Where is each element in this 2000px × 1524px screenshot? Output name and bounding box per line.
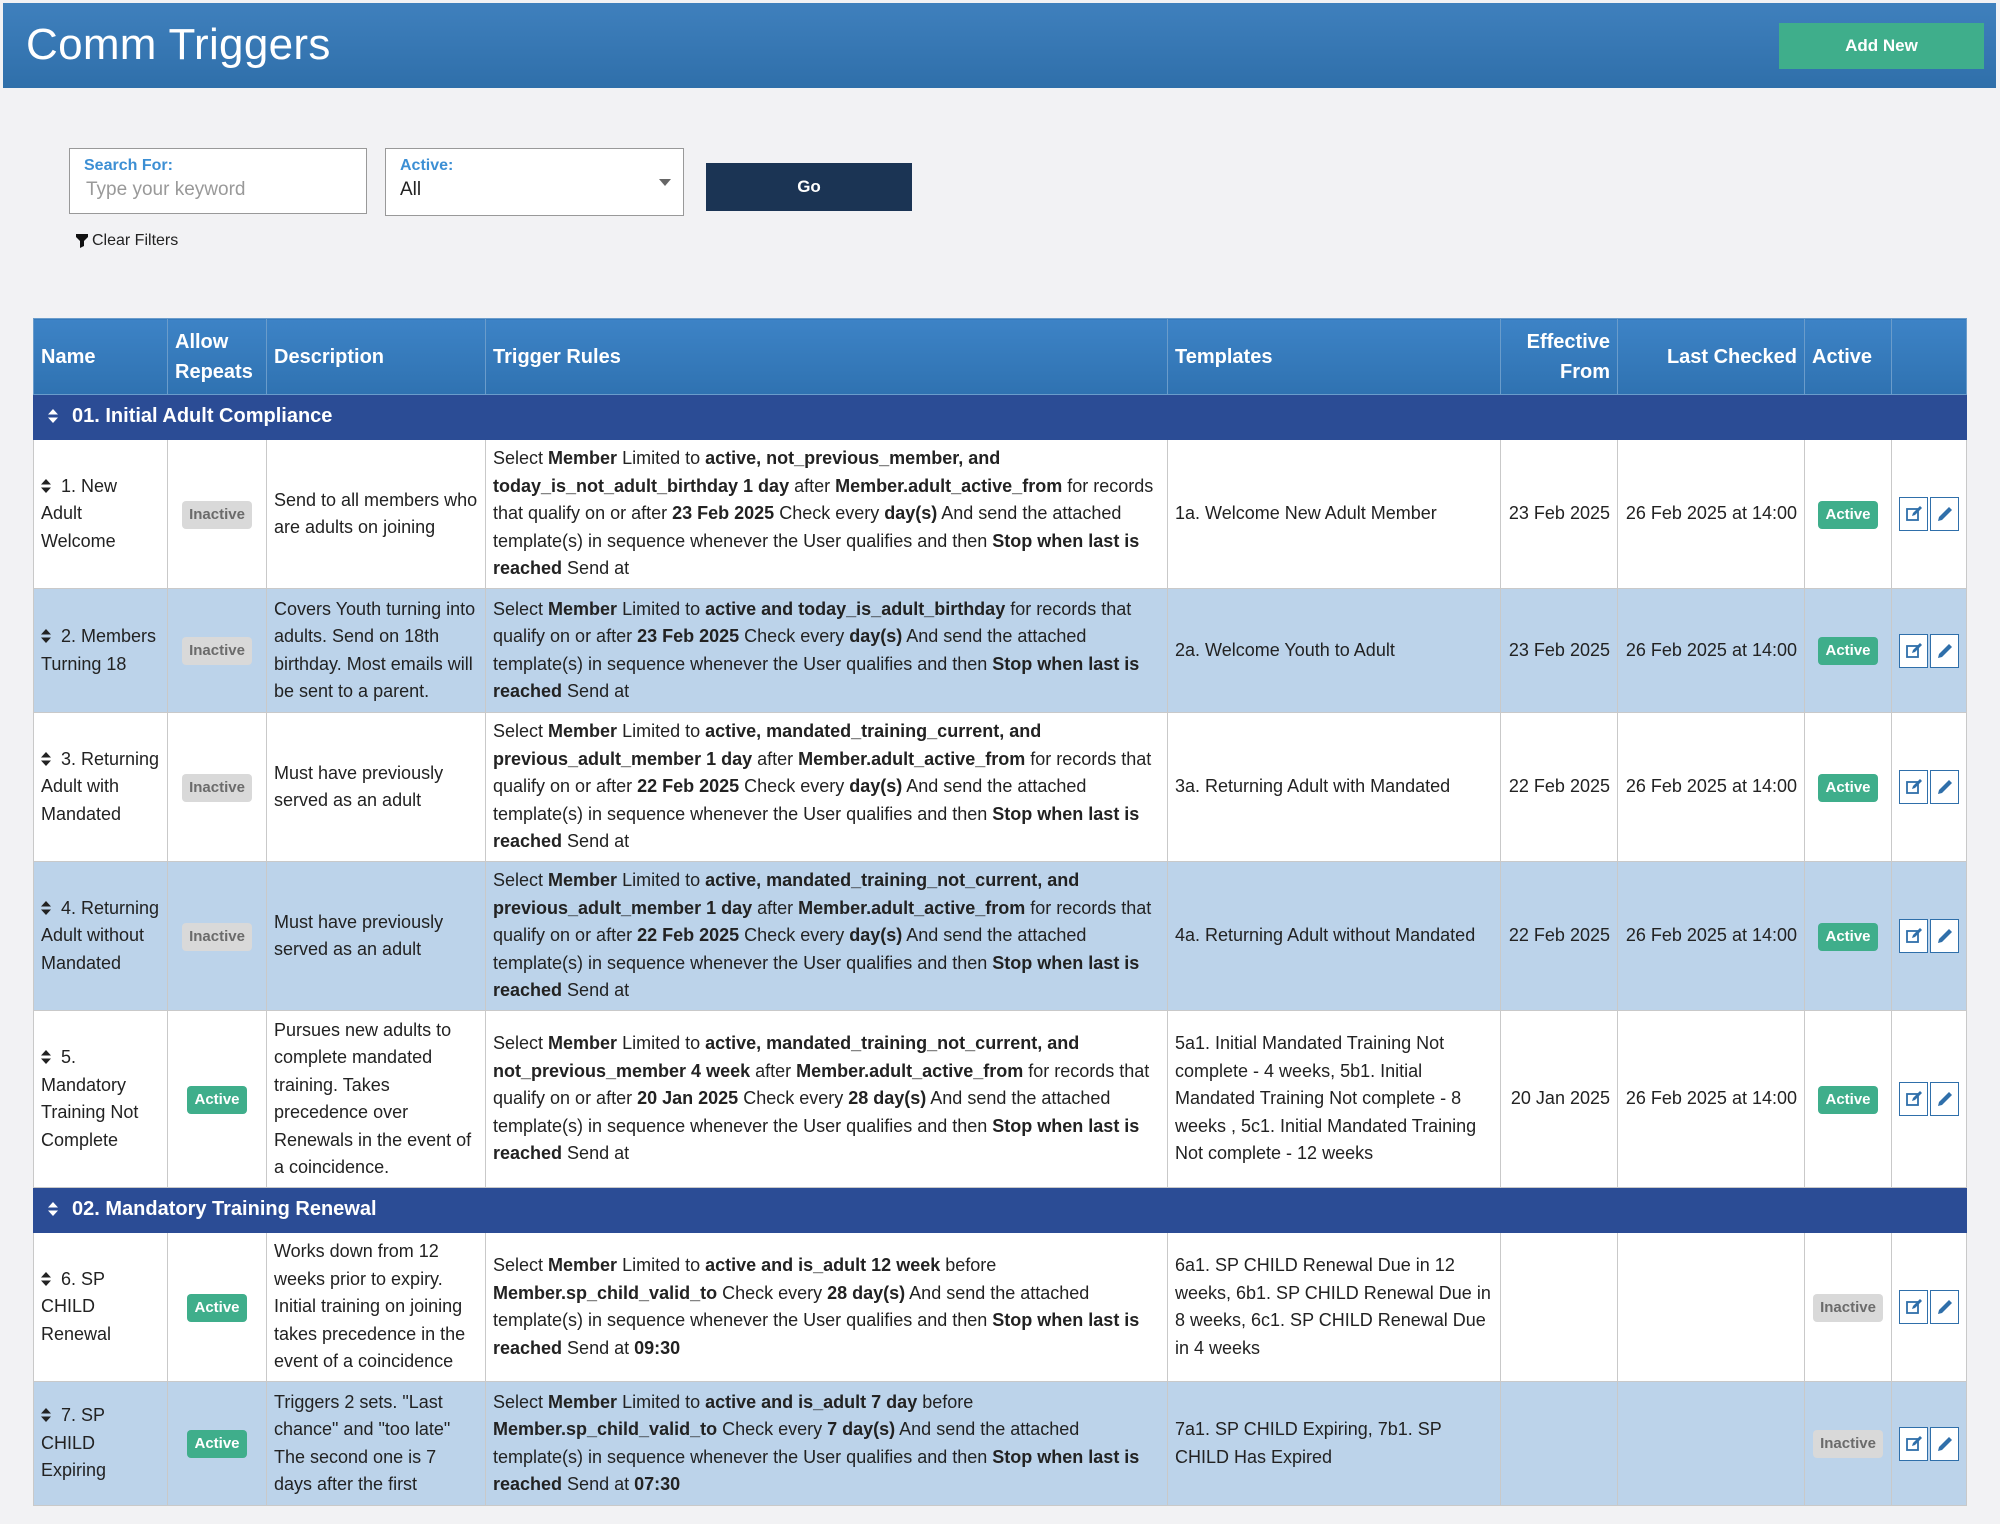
cell-last-checked: [1618, 1233, 1805, 1382]
table-row[interactable]: [34, 1011, 1967, 1188]
edit-icon[interactable]: [1899, 1427, 1928, 1461]
cell-templates: 5a1. Initial Mandated Training Not complete - 4 weeks, 5b1. Initial Mandated Training Not complete - 8 weeks , 5c1. Initial Mandated Training Not complete - 12 weeks: [1168, 1011, 1501, 1188]
cell-name: [34, 1233, 168, 1382]
status-badge: Active: [1818, 501, 1877, 529]
cell-allow-repeats: [168, 862, 267, 1011]
pencil-icon[interactable]: [1930, 1290, 1959, 1324]
cell-active: [1805, 1233, 1892, 1382]
cell-allow-repeats: [168, 1382, 267, 1506]
status-badge: Active: [1818, 1086, 1877, 1114]
table-row[interactable]: [34, 1382, 1967, 1506]
cell-description: Must have previously served as an adult: [267, 713, 486, 862]
cell-description: Covers Youth turning into adults. Send on 18th birthday. Most emails will be sent to a parent.: [267, 589, 486, 713]
edit-icon[interactable]: [1899, 1290, 1928, 1324]
table-row[interactable]: [34, 862, 1967, 1011]
edit-icon[interactable]: [1899, 634, 1928, 668]
trigger-name: 4. Returning Adult without Mandated: [41, 897, 160, 973]
search-input[interactable]: [69, 148, 367, 214]
cell-effective-from: [1501, 1233, 1618, 1382]
row-actions: [1899, 1290, 1959, 1324]
status-badge: Inactive: [182, 501, 252, 529]
col-trigger-rules[interactable]: [486, 319, 1168, 395]
cell-actions: [1892, 589, 1967, 713]
trigger-name: 6. SP CHILD Renewal: [41, 1268, 112, 1344]
cell-templates: 7a1. SP CHILD Expiring, 7b1. SP CHILD Has Expired: [1168, 1382, 1501, 1506]
cell-last-checked: [1618, 1382, 1805, 1506]
cell-description: Send to all members who are adults on joining: [267, 440, 486, 589]
cell-trigger-rules: Select Member Limited to active and is_adult 12 week before Member.sp_child_valid_to Check every 28 day(s) And send the attached template(s) in sequence whenever the User qualifies and then Stop when last is reached Send at 09:30: [486, 1233, 1168, 1382]
cell-name: [34, 862, 168, 1011]
table-header-row: [34, 319, 1967, 395]
cell-templates: 6a1. SP CHILD Renewal Due in 12 weeks, 6b1. SP CHILD Renewal Due in 8 weeks, 6c1. SP CHILD Renewal Due in 4 weeks: [1168, 1233, 1501, 1382]
col-name[interactable]: [34, 319, 168, 395]
status-badge: Active: [187, 1294, 246, 1322]
search-placeholder: Type your keyword: [86, 179, 246, 200]
edit-icon[interactable]: [1899, 919, 1928, 953]
group-row: [34, 1188, 1967, 1233]
cell-active: [1805, 862, 1892, 1011]
cell-allow-repeats: [168, 589, 267, 713]
cell-trigger-rules: Select Member Limited to active, not_previous_member, and today_is_not_adult_birthday 1 day after Member.adult_active_from for records that qualify on or after 23 Feb 2025 Check every day(s) And send the attached template(s) in sequence whenever the User qualifies and then Stop when last is reached Send at: [486, 440, 1168, 589]
cell-actions: [1892, 1382, 1967, 1506]
sort-icon[interactable]: [41, 629, 51, 643]
col-effective-from-label-1: Effective: [1526, 330, 1610, 353]
col-allow-repeats-label-1: Allow: [175, 330, 229, 353]
pencil-icon[interactable]: [1930, 919, 1959, 953]
col-name-label: Name: [41, 345, 96, 368]
cell-last-checked: 26 Feb 2025 at 14:00: [1618, 440, 1805, 589]
sort-icon[interactable]: [41, 1272, 51, 1286]
search-label: Search For:: [84, 157, 173, 174]
status-badge: Active: [1818, 774, 1877, 802]
cell-trigger-rules: Select Member Limited to active, mandated_training_not_current, and not_previous_member 4 week after Member.adult_active_from for records that qualify on or after 20 Jan 2025 Check every 28 day(s) And send the attached template(s) in sequence whenever the User qualifies and then Stop when last is reached Send at: [486, 1011, 1168, 1188]
cell-actions: [1892, 713, 1967, 862]
group-header[interactable]: [34, 1188, 1967, 1233]
col-active-label: Active: [1812, 345, 1873, 368]
table-row[interactable]: [34, 1233, 1967, 1382]
col-last-checked-label: Last Checked: [1666, 345, 1797, 368]
cell-effective-from: 22 Feb 2025: [1501, 713, 1618, 862]
cell-active: [1805, 1382, 1892, 1506]
cell-description: Must have previously served as an adult: [267, 862, 486, 1011]
col-actions: [1892, 319, 1967, 395]
cell-actions: [1892, 1011, 1967, 1188]
cell-description: Triggers 2 sets. "Last chance" and "too late" The second one is 7 days after the first: [267, 1382, 486, 1506]
go-button[interactable]: Go: [706, 163, 912, 211]
status-badge: Inactive: [182, 774, 252, 802]
sort-icon[interactable]: [41, 1050, 51, 1064]
col-effective-from-label-2: From: [1560, 360, 1610, 383]
sort-icon[interactable]: [41, 901, 51, 915]
pencil-icon[interactable]: [1930, 770, 1959, 804]
table-row[interactable]: [34, 440, 1967, 589]
cell-name: [34, 1011, 168, 1188]
col-last-checked[interactable]: [1618, 319, 1805, 395]
cell-active: [1805, 440, 1892, 589]
col-effective-from[interactable]: [1501, 319, 1618, 395]
page-header: [3, 3, 1996, 88]
sort-icon[interactable]: [41, 479, 51, 493]
trigger-name: 3. Returning Adult with Mandated: [41, 748, 160, 824]
row-actions: [1899, 1427, 1959, 1461]
trigger-name: 5. Mandatory Training Not Complete: [41, 1047, 139, 1150]
cell-last-checked: 26 Feb 2025 at 14:00: [1618, 713, 1805, 862]
cell-effective-from: 23 Feb 2025: [1501, 440, 1618, 589]
cell-last-checked: 26 Feb 2025 at 14:00: [1618, 1011, 1805, 1188]
active-select[interactable]: [385, 148, 684, 216]
sort-icon[interactable]: [48, 1202, 58, 1216]
trigger-name: 1. New Adult Welcome: [41, 475, 118, 551]
group-header[interactable]: [34, 395, 1967, 440]
col-templates[interactable]: [1168, 319, 1501, 395]
cell-active: [1805, 1011, 1892, 1188]
table-row[interactable]: [34, 713, 1967, 862]
edit-icon[interactable]: [1899, 1082, 1928, 1116]
cell-name: [34, 589, 168, 713]
active-label: Active:: [400, 157, 454, 174]
cell-name: [34, 1382, 168, 1506]
cell-description: Works down from 12 weeks prior to expiry. Initial training on joining takes precedence in the event of a coincidence: [267, 1233, 486, 1382]
col-description-label: Description: [274, 345, 385, 368]
cell-last-checked: 26 Feb 2025 at 14:00: [1618, 862, 1805, 1011]
cell-actions: [1892, 440, 1967, 589]
col-allow-repeats-label-2: Repeats: [175, 360, 253, 383]
edit-icon[interactable]: [1899, 770, 1928, 804]
cell-allow-repeats: [168, 440, 267, 589]
sort-icon[interactable]: [41, 752, 51, 766]
cell-effective-from: 22 Feb 2025: [1501, 862, 1618, 1011]
status-badge: Inactive: [182, 923, 252, 951]
cell-templates: 2a. Welcome Youth to Adult: [1168, 589, 1501, 713]
sort-icon[interactable]: [48, 409, 58, 423]
status-badge: Inactive: [182, 637, 252, 665]
col-templates-label: Templates: [1175, 345, 1273, 368]
cell-last-checked: 26 Feb 2025 at 14:00: [1618, 589, 1805, 713]
table-body: [34, 395, 1967, 1506]
cell-trigger-rules: Select Member Limited to active, mandated_training_not_current, and previous_adult_member 1 day after Member.adult_active_from for records that qualify on or after 22 Feb 2025 Check every day(s) And send the attached template(s) in sequence whenever the User qualifies and then Stop when last is reached Send at: [486, 862, 1168, 1011]
add-new-button[interactable]: Add New: [1779, 23, 1984, 69]
clear-filters-label: Clear Filters: [92, 232, 179, 249]
group-title: 02. Mandatory Training Renewal: [72, 1198, 377, 1221]
pencil-icon[interactable]: [1930, 1427, 1959, 1461]
status-badge: Inactive: [1813, 1294, 1883, 1322]
cell-templates: 1a. Welcome New Adult Member: [1168, 440, 1501, 589]
cell-templates: 3a. Returning Adult with Mandated: [1168, 713, 1501, 862]
cell-effective-from: 20 Jan 2025: [1501, 1011, 1618, 1188]
cell-trigger-rules: Select Member Limited to active, mandated_training_current, and previous_adult_member 1 day after Member.adult_active_from for records that qualify on or after 22 Feb 2025 Check every day(s) And send the attached template(s) in sequence whenever the User qualifies and then Stop when last is reached Send at: [486, 713, 1168, 862]
cell-allow-repeats: [168, 713, 267, 862]
cell-templates: 4a. Returning Adult without Mandated: [1168, 862, 1501, 1011]
cell-actions: [1892, 862, 1967, 1011]
cell-allow-repeats: [168, 1233, 267, 1382]
cell-name: [34, 713, 168, 862]
col-description[interactable]: [267, 319, 486, 395]
group-row: [34, 395, 1967, 440]
cell-trigger-rules: Select Member Limited to active and is_adult 7 day before Member.sp_child_valid_to Check every 7 day(s) And send the attached template(s) in sequence whenever the User qualifies and then Stop when last is reached Send at 07:30: [486, 1382, 1168, 1506]
col-active[interactable]: [1805, 319, 1892, 395]
pencil-icon[interactable]: [1930, 1082, 1959, 1116]
cell-description: Pursues new adults to complete mandated training. Takes precedence over Renewals in the event of a coincidence.: [267, 1011, 486, 1188]
status-badge: Active: [1818, 637, 1877, 665]
row-actions: [1899, 634, 1959, 668]
clear-filters-link[interactable]: [76, 232, 178, 250]
status-badge: Active: [187, 1430, 246, 1458]
status-badge: Active: [187, 1086, 246, 1114]
triggers-table: [33, 318, 1967, 1506]
cell-active: [1805, 713, 1892, 862]
row-actions: [1899, 919, 1959, 953]
cell-actions: [1892, 1233, 1967, 1382]
row-actions: [1899, 770, 1959, 804]
cell-trigger-rules: Select Member Limited to active and today_is_adult_birthday for records that qualify on or after 23 Feb 2025 Check every day(s) And send the attached template(s) in sequence whenever the User qualifies and then Stop when last is reached Send at: [486, 589, 1168, 713]
funnel-icon: [76, 234, 88, 248]
page-title: Comm Triggers: [26, 20, 331, 69]
col-allow-repeats[interactable]: [168, 319, 267, 395]
cell-effective-from: [1501, 1382, 1618, 1506]
status-badge: Inactive: [1813, 1430, 1883, 1458]
edit-icon[interactable]: [1899, 497, 1928, 531]
cell-effective-from: 23 Feb 2025: [1501, 589, 1618, 713]
row-actions: [1899, 497, 1959, 531]
cell-allow-repeats: [168, 1011, 267, 1188]
row-actions: [1899, 1082, 1959, 1116]
trigger-name: 2. Members Turning 18: [41, 626, 157, 674]
pencil-icon[interactable]: [1930, 634, 1959, 668]
pencil-icon[interactable]: [1930, 497, 1959, 531]
cell-active: [1805, 589, 1892, 713]
active-value: All: [400, 179, 422, 200]
col-trigger-rules-label: Trigger Rules: [493, 345, 621, 368]
chevron-down-icon: [659, 179, 671, 186]
group-title: 01. Initial Adult Compliance: [72, 405, 333, 428]
status-badge: Active: [1818, 923, 1877, 951]
table-row[interactable]: [34, 589, 1967, 713]
cell-name: [34, 440, 168, 589]
sort-icon[interactable]: [41, 1408, 51, 1422]
trigger-name: 7. SP CHILD Expiring: [41, 1405, 107, 1481]
